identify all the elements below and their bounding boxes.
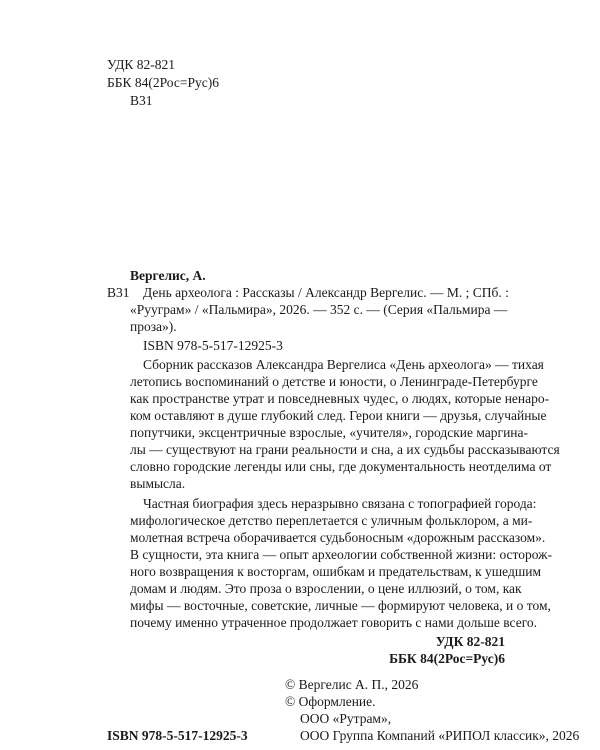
- copyright-line: ООО Группа Компаний «РИПОЛ классик», 2026: [300, 728, 580, 743]
- annotation-line: как пространстве утрат и повседневных чудес, о людях, которые ненаро-: [130, 391, 550, 406]
- description-line: «Рууграм» / «Пальмира», 2026. — 352 с. — (Серия «Пальмира —: [130, 302, 508, 317]
- description-line: День археолога : Рассказы / Александр Вергелис. — М. ; СПб. :: [143, 285, 509, 300]
- annotation-line: лы — существуют на грани реальности и сна, а их судьбы рассказываются: [130, 442, 560, 457]
- catalog-author-mark: В31: [107, 285, 130, 300]
- description-line: проза»).: [130, 319, 177, 334]
- author-heading: Вергелис, А.: [130, 268, 206, 283]
- copyright-line: © Вергелис А. П., 2026: [285, 677, 419, 692]
- annotation-line: Частная биография здесь неразрывно связана с топографией города:: [143, 496, 537, 511]
- annotation-line: Сборник рассказов Александра Вергелиса «День археолога» — тихая: [143, 357, 544, 372]
- annotation-line: домам и людям. Это проза о взрослении, о цене иллюзий, о том, как: [130, 581, 522, 596]
- annotation-line: словно городские легенды или сны, где документальность неотделима от: [130, 459, 552, 474]
- annotation-line: летопись воспоминаний о детстве и юности, о Ленинграде-Петербурге: [130, 374, 538, 389]
- copyright-line: ООО «Рутрам»,: [300, 711, 392, 726]
- annotation-line: молетная встреча оборачивается судьбоносным «дорожным рассказом».: [130, 530, 546, 545]
- header-author-mark: В31: [130, 93, 153, 108]
- annotation-line: мифы — восточные, советские, личные — формируют человека, и о том,: [130, 598, 551, 613]
- annotation-line: вымысла.: [130, 476, 186, 491]
- footer-bbk: ББК 84(2Рос=Рус)6: [389, 651, 505, 666]
- annotation-line: ного возвращения к восторгам, ошибкам и предательствам, к ушедшим: [130, 564, 542, 579]
- annotation-line: мифологическое детство переплетается с уличным фольклором, а ми-: [130, 513, 533, 528]
- copyright-line: © Оформление.: [285, 694, 376, 709]
- header-bbk: ББК 84(2Рос=Рус)6: [107, 75, 219, 90]
- annotation-line: почему именно утраченное продолжает говорить с нами дольше всего.: [130, 615, 538, 630]
- annotation-line: ком оставляют в душе глубокий след. Герои книги — друзья, случайные: [130, 408, 547, 423]
- footer-udk: УДК 82-821: [435, 634, 505, 649]
- header-udk: УДК 82-821: [107, 57, 176, 72]
- catalog-isbn: ISBN 978-5-517-12925-3: [143, 338, 283, 353]
- bottom-isbn: ISBN 978-5-517-12925-3: [107, 728, 248, 743]
- annotation-line: попутчики, эксцентричные взрослые, «учителя», городские маргина-: [130, 425, 529, 440]
- annotation-line: В сущности, эта книга — опыт археологии собственной жизни: осторож-: [130, 547, 553, 562]
